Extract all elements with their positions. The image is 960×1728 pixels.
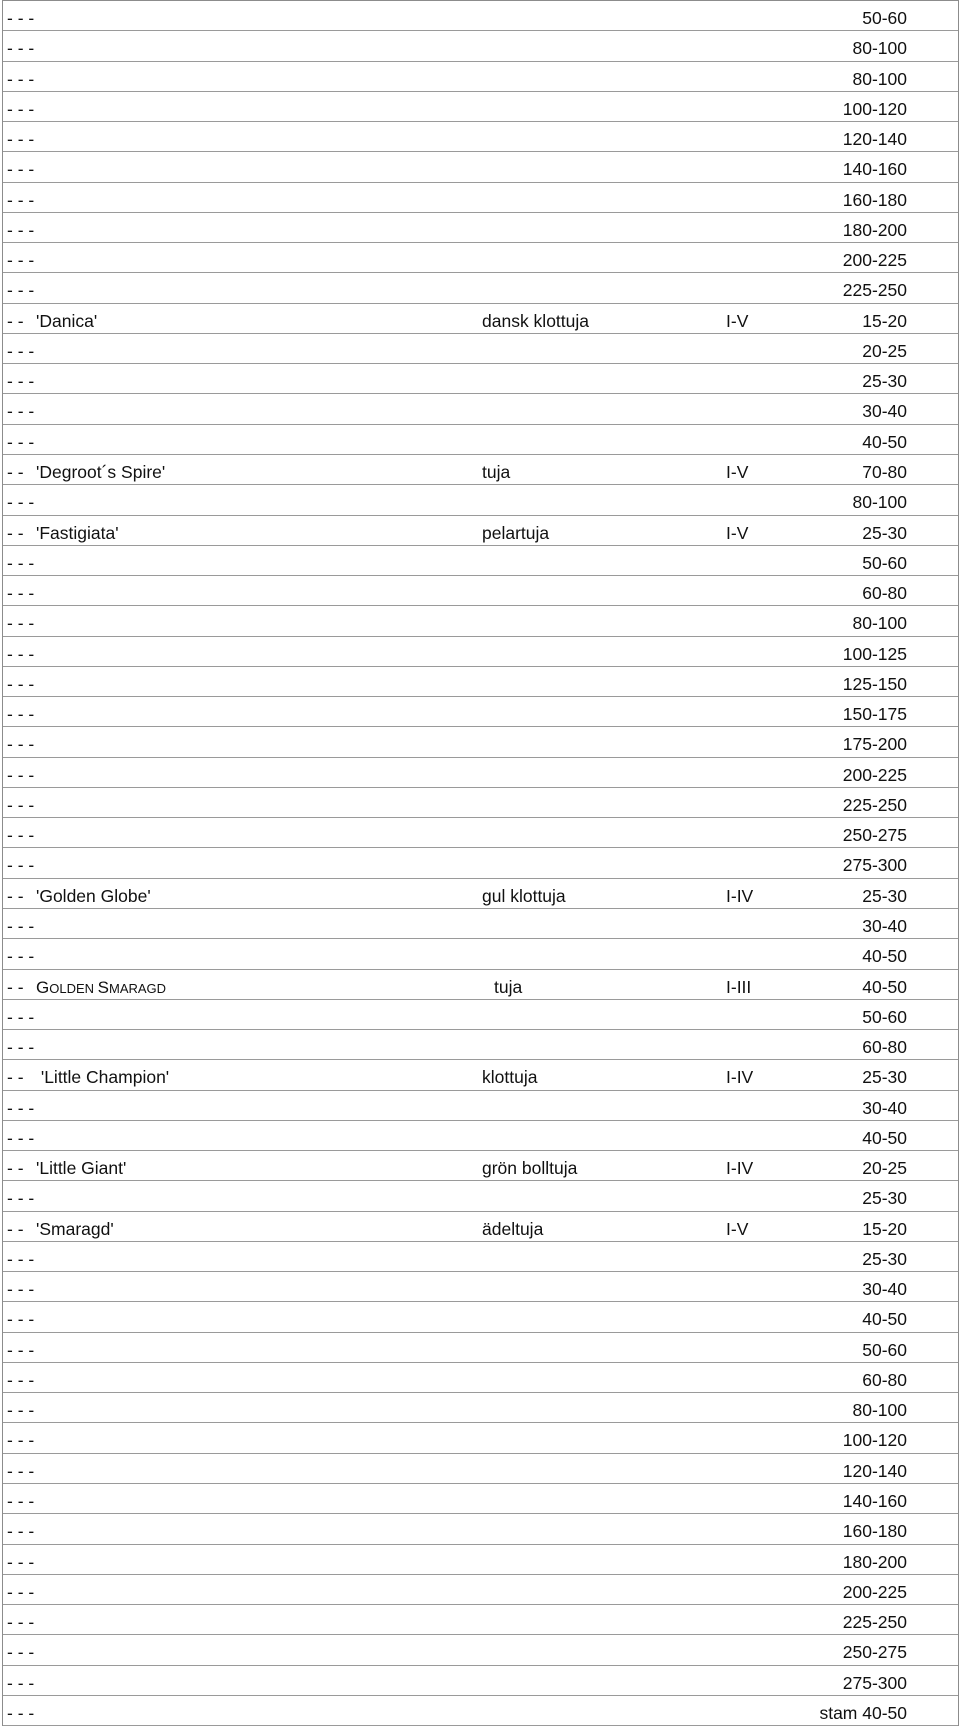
table-row — [3, 848, 958, 878]
plant-type: grön bolltuja — [482, 1158, 578, 1179]
table-row — [3, 516, 958, 546]
size-range: 25-30 — [862, 1067, 907, 1088]
table-row — [3, 31, 958, 61]
size-range: 30-40 — [862, 1097, 907, 1118]
table-row — [3, 1696, 958, 1726]
table-row — [3, 1181, 958, 1211]
table-row — [3, 606, 958, 636]
size-range: 225-250 — [842, 1612, 907, 1633]
row-prefix: - - - — [7, 159, 35, 180]
table-row — [3, 1393, 958, 1423]
size-range: 125-150 — [842, 673, 907, 694]
size-range: 30-40 — [862, 1279, 907, 1300]
size-range: 25-30 — [862, 522, 907, 543]
size-range: 175-200 — [842, 734, 907, 755]
row-prefix: - - - — [7, 1551, 35, 1572]
table-row — [3, 304, 958, 334]
row-prefix: - - - — [7, 98, 35, 119]
table-row — [3, 758, 958, 788]
size-range: 40-50 — [862, 946, 907, 967]
size-range: 275-300 — [842, 1672, 907, 1693]
size-range: 20-25 — [862, 1158, 907, 1179]
row-prefix: - - - — [7, 1460, 35, 1481]
row-prefix: - - - — [7, 431, 35, 452]
row-prefix: - - - — [7, 1612, 35, 1633]
size-range: 60-80 — [862, 1037, 907, 1058]
size-range: 100-120 — [842, 98, 907, 119]
hardiness-zone: I-V — [726, 1218, 749, 1239]
row-prefix: - - - — [7, 643, 35, 664]
size-range: 80-100 — [852, 492, 907, 513]
variety-name-part: MARAGD — [108, 980, 167, 996]
size-range: 50-60 — [862, 8, 907, 28]
row-prefix: - - - — [7, 250, 35, 271]
table-row — [3, 1575, 958, 1605]
size-range: 160-180 — [842, 1521, 907, 1542]
size-range: 40-50 — [862, 431, 907, 452]
size-range: 25-30 — [862, 1248, 907, 1269]
row-prefix: - - - — [7, 613, 35, 634]
table-row — [3, 1030, 958, 1060]
row-prefix: - - — [7, 1218, 24, 1239]
row-prefix: - - - — [7, 915, 35, 936]
table-row — [3, 243, 958, 273]
size-range: 200-225 — [842, 764, 907, 785]
table-row — [3, 1121, 958, 1151]
table-row — [3, 213, 958, 243]
plant-type: gul klottuja — [482, 885, 566, 906]
hardiness-zone: I-V — [726, 522, 749, 543]
row-prefix: - - - — [7, 583, 35, 604]
row-prefix: - - — [7, 310, 24, 331]
size-range: 40-50 — [862, 1309, 907, 1330]
table-row — [3, 1, 958, 31]
hardiness-zone: I-IV — [726, 1067, 754, 1088]
variety-name: 'Golden Globe' — [36, 885, 151, 906]
table-row — [3, 939, 958, 969]
row-prefix: - - - — [7, 1581, 35, 1602]
size-range: 200-225 — [842, 1581, 907, 1602]
row-prefix: - - - — [7, 794, 35, 815]
size-range: 100-125 — [842, 643, 907, 664]
table-row — [3, 1302, 958, 1332]
row-prefix: - - - — [7, 1279, 35, 1300]
row-prefix: - - - — [7, 401, 35, 422]
row-prefix: - - — [7, 461, 24, 482]
table-row — [3, 364, 958, 394]
row-prefix: - - - — [7, 219, 35, 240]
size-range: 80-100 — [852, 38, 907, 59]
hardiness-zone: I-IV — [726, 885, 754, 906]
row-prefix: - - - — [7, 38, 35, 59]
row-prefix: - - - — [7, 1188, 35, 1209]
hardiness-zone: I-V — [726, 461, 749, 482]
table-row — [3, 1545, 958, 1575]
size-range: 80-100 — [852, 613, 907, 634]
row-prefix: - - — [7, 976, 24, 997]
table-row — [3, 334, 958, 364]
table-row — [3, 909, 958, 939]
size-range: 40-50 — [862, 1127, 907, 1148]
table-row — [3, 455, 958, 485]
table-row — [3, 1514, 958, 1544]
table-row — [3, 62, 958, 92]
table-row — [3, 273, 958, 303]
table-row — [3, 1484, 958, 1514]
row-prefix: - - — [7, 885, 24, 906]
row-prefix: - - - — [7, 129, 35, 150]
table-row — [3, 1666, 958, 1696]
table-row — [3, 667, 958, 697]
size-range: 250-275 — [842, 825, 907, 846]
variety-name-part: S — [97, 977, 109, 997]
row-prefix: - - - — [7, 946, 35, 967]
row-prefix: - - - — [7, 855, 35, 876]
row-prefix: - - - — [7, 1097, 35, 1118]
row-prefix: - - - — [7, 280, 35, 301]
table-row — [3, 1454, 958, 1484]
table-row — [3, 1605, 958, 1635]
table-row — [3, 1212, 958, 1242]
size-range: 50-60 — [862, 552, 907, 573]
table-row — [3, 788, 958, 818]
hardiness-zone: I-V — [726, 310, 749, 331]
row-prefix: - - - — [7, 1521, 35, 1542]
table-row — [3, 546, 958, 576]
row-prefix: - - - — [7, 1037, 35, 1058]
table-row — [3, 697, 958, 727]
table-row — [3, 485, 958, 515]
size-range: 225-250 — [842, 794, 907, 815]
row-prefix: - - — [7, 1158, 24, 1179]
size-range: 100-120 — [842, 1430, 907, 1451]
row-prefix: - - - — [7, 734, 35, 755]
size-range: 15-20 — [862, 310, 907, 331]
table-row — [3, 1000, 958, 1030]
plant-type: dansk klottuja — [482, 310, 590, 331]
size-range: 50-60 — [862, 1006, 907, 1027]
row-prefix: - - - — [7, 1309, 35, 1330]
row-prefix: - - - — [7, 1127, 35, 1148]
row-prefix: - - - — [7, 492, 35, 513]
size-range: stam 40-50 — [819, 1702, 907, 1723]
row-prefix: - - - — [7, 1248, 35, 1269]
table-row — [3, 1363, 958, 1393]
size-range: 180-200 — [842, 219, 907, 240]
hardiness-zone: I-III — [726, 976, 752, 997]
row-prefix: - - - — [7, 189, 35, 210]
size-range: 50-60 — [862, 1339, 907, 1360]
size-range: 150-175 — [842, 704, 907, 725]
size-range: 20-25 — [862, 340, 907, 361]
size-range: 40-50 — [862, 976, 907, 997]
size-range: 80-100 — [852, 1400, 907, 1421]
size-range: 30-40 — [862, 401, 907, 422]
row-prefix: - - - — [7, 340, 35, 361]
row-prefix: - - - — [7, 1430, 35, 1451]
size-range: 120-140 — [842, 1460, 907, 1481]
table-row — [3, 394, 958, 424]
size-range: 250-275 — [842, 1642, 907, 1663]
table-row — [3, 1091, 958, 1121]
row-prefix: - - - — [7, 371, 35, 392]
size-range: 200-225 — [842, 250, 907, 271]
variety-name-part: G — [36, 977, 50, 997]
variety-name — [36, 972, 166, 1004]
size-range: 25-30 — [862, 885, 907, 906]
variety-name-part: OLDEN — [49, 980, 98, 996]
plant-type: pelartuja — [482, 522, 550, 543]
plant-type: klottuja — [482, 1067, 538, 1088]
row-prefix: - - - — [7, 552, 35, 573]
table-row — [3, 1635, 958, 1665]
table-row — [3, 727, 958, 757]
row-prefix: - - - — [7, 1339, 35, 1360]
size-range: 15-20 — [862, 1218, 907, 1239]
plant-type: ädeltuja — [482, 1218, 544, 1239]
size-range: 140-160 — [842, 1491, 907, 1512]
table-row — [3, 1423, 958, 1453]
table-row — [3, 970, 958, 1000]
plant-catalog-table — [2, 0, 959, 1726]
plant-type: tuja — [494, 976, 523, 997]
row-prefix: - - - — [7, 1702, 35, 1723]
size-range: 275-300 — [842, 855, 907, 876]
variety-name: 'Danica' — [36, 310, 98, 331]
table-row — [3, 1060, 958, 1090]
table-row — [3, 576, 958, 606]
size-range: 80-100 — [852, 68, 907, 89]
size-range: 180-200 — [842, 1551, 907, 1572]
row-prefix: - - - — [7, 1672, 35, 1693]
row-prefix: - - - — [7, 825, 35, 846]
row-prefix: - - - — [7, 8, 35, 28]
size-range: 70-80 — [862, 461, 907, 482]
size-range: 225-250 — [842, 280, 907, 301]
plant-type: tuja — [482, 461, 511, 482]
row-prefix: - - - — [7, 1642, 35, 1663]
size-range: 140-160 — [842, 159, 907, 180]
table-row — [3, 152, 958, 182]
table-row — [3, 92, 958, 122]
table-row — [3, 637, 958, 667]
row-prefix: - - - — [7, 764, 35, 785]
variety-name: 'Smaragd' — [36, 1218, 114, 1239]
size-range: 60-80 — [862, 583, 907, 604]
table-row — [3, 818, 958, 848]
row-prefix: - - - — [7, 1400, 35, 1421]
size-range: 120-140 — [842, 129, 907, 150]
variety-name: 'Fastigiata' — [36, 522, 119, 543]
row-prefix: - - - — [7, 1369, 35, 1390]
row-prefix: - - — [7, 1067, 24, 1088]
size-range: 60-80 — [862, 1369, 907, 1390]
table-row — [3, 1272, 958, 1302]
table-row — [3, 122, 958, 152]
table-row — [3, 183, 958, 213]
size-range: 25-30 — [862, 1188, 907, 1209]
table-row — [3, 879, 958, 909]
row-prefix: - - - — [7, 673, 35, 694]
table-row — [3, 1151, 958, 1181]
hardiness-zone: I-IV — [726, 1158, 754, 1179]
variety-name: 'Little Champion' — [36, 1067, 170, 1088]
row-prefix: - - - — [7, 704, 35, 725]
size-range: 25-30 — [862, 371, 907, 392]
table-row — [3, 1333, 958, 1363]
row-prefix: - - - — [7, 68, 35, 89]
variety-name: 'Little Giant' — [36, 1158, 127, 1179]
row-prefix: - - — [7, 522, 24, 543]
size-range: 30-40 — [862, 915, 907, 936]
size-range: 160-180 — [842, 189, 907, 210]
variety-name: 'Degroot´s Spire' — [36, 461, 166, 482]
row-prefix: - - - — [7, 1491, 35, 1512]
row-prefix: - - - — [7, 1006, 35, 1027]
table-row — [3, 425, 958, 455]
table-row — [3, 1242, 958, 1272]
